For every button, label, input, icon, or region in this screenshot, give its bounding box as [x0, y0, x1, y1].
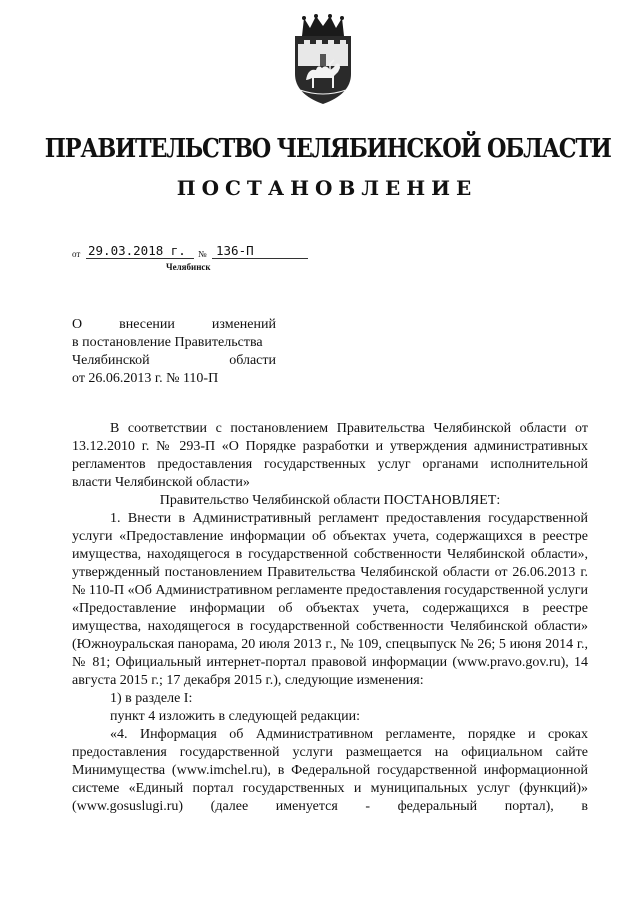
resolves-line: Правительство Челябинской области ПОСТАНОВЛЯЕТ:	[159, 493, 501, 508]
subject-line: О внесении изменений	[72, 317, 276, 332]
document-body	[72, 420, 588, 816]
date-prefix: от	[72, 249, 81, 259]
chelyabinsk-coat-of-arms-icon	[290, 14, 356, 106]
date-underline	[86, 258, 194, 259]
subitem-1-line: 1) в разделе I:	[110, 691, 193, 706]
number-underline	[212, 258, 308, 259]
subject-line: Челябинской области	[72, 353, 276, 368]
government-title: ПРАВИТЕЛЬСТВО ЧЕЛЯБИНСКОЙ ОБЛАСТИ	[44, 134, 611, 164]
number-prefix: №	[198, 249, 207, 259]
document-number: 136-П	[216, 243, 254, 258]
document-type: ПОСТАНОВЛЕНИЕ	[176, 176, 478, 200]
quoted-point-4-paragraph: «4. Информация об Административном регламенте, порядке и сроках предоставления государственной услуги размещается на официальном сайте Минимущества (www.imchel.ru), в Федеральной государственной информационной системе «Единый портал государственных и муниципальных услуг (функций)» (www.gosuslugi.ru) (далее именуется - федеральный портал), в	[72, 727, 588, 814]
registration-line	[72, 243, 308, 263]
subject-line: от 26.06.2013 г. № 110-П	[72, 371, 219, 386]
document-subject	[72, 316, 276, 388]
preamble-paragraph: В соответствии с постановлением Правительства Челябинской области от 13.12.2010 г. № 293-П «О Порядке разработки и утверждения административных регламентов предоставления государственных услуг органами исполнительной власти Челябинской области»	[72, 421, 588, 490]
document-date: 29.03.2018 г.	[88, 243, 186, 258]
item-1-paragraph: 1. Внести в Административный регламент предоставления государственной услуги «Предоставление информации об объектах учета, содержащихся в реестре имущества, находящегося в государственной собственности Челябинской области», утвержденный постановлением Правительства Челябинской области от 26.06.2013 г. № 110-П «Об Административном регламенте предоставления государственной услуги «Предоставление информации об объектах учета, содержащихся в реестре имущества, находящегося в государственной собственности Челябинской области» (Южноуральская панорама, 20 июля 2013 г., № 109, спецвыпуск № 26; 5 июня 2014 г., № 81; Официальный интернет-портал правовой информации (www.pravo.gov.ru), 14 августа 2015 г.; 17 декабря 2015 г.), следующие изменения:	[72, 511, 588, 688]
city-label: Челябинск	[166, 262, 211, 272]
point-4-line: пункт 4 изложить в следующей редакции:	[110, 709, 360, 724]
subject-line: в постановление Правительства	[72, 335, 263, 350]
